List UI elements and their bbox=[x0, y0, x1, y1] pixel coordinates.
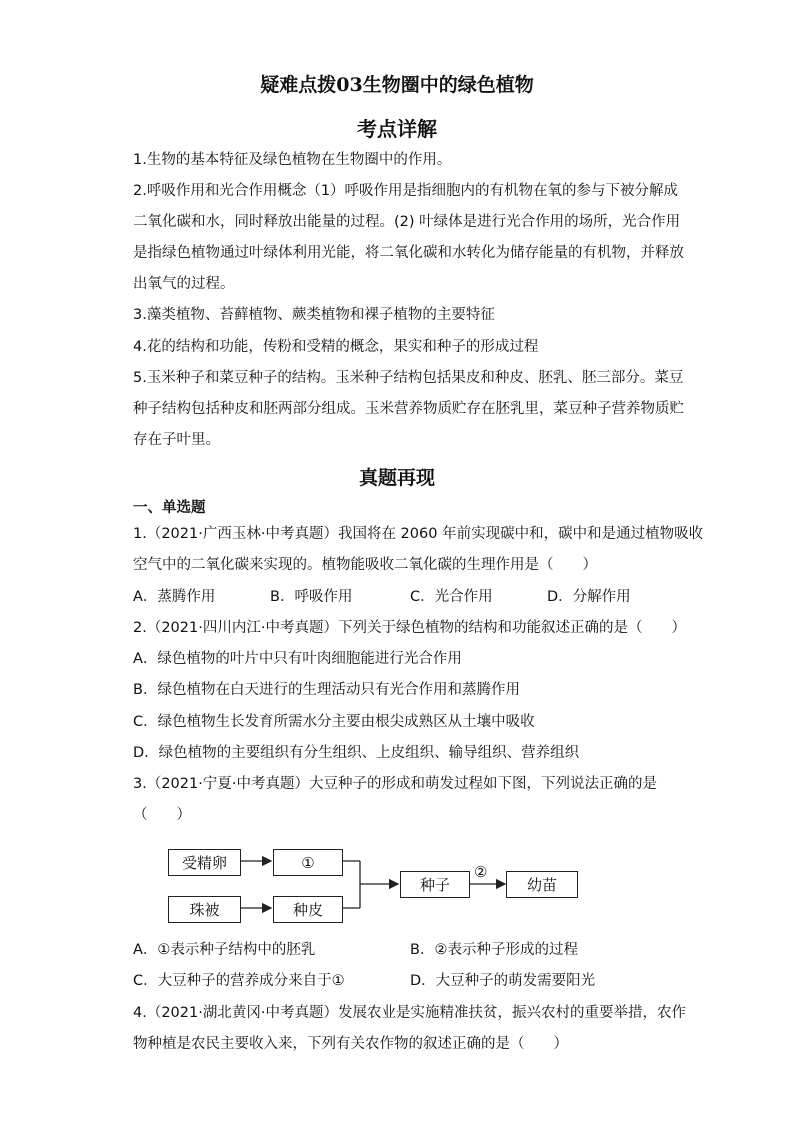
question-3-stem: （ ） bbox=[133, 807, 191, 823]
question-2-stem: 2.（2021·四川内江·中考真题）下列关于绿色植物的结构和功能叙述正确的是（ ） bbox=[133, 620, 686, 636]
point-line: 5.玉米种子和菜豆种子的结构。玉米种子结构包括果皮和种皮、胚乳、胚三部分。菜豆 bbox=[133, 370, 684, 386]
point-line: 2.呼吸作用和光合作用概念（1）呼吸作用是指细胞内的有机物在氧的参与下被分解成 bbox=[133, 183, 679, 199]
question-3-option-a: A．①表示种子结构中的胚乳 bbox=[133, 942, 316, 958]
diagram-box-ovule-coat: 珠被 bbox=[168, 896, 241, 923]
point-line: 1.生物的基本特征及绿色植物在生物圈中的作用。 bbox=[133, 152, 452, 168]
question-2-option-c: C．绿色植物生长发育所需水分主要由根尖成熟区从土壤中吸收 bbox=[133, 714, 535, 730]
question-2-option-d: D．绿色植物的主要组织有分生组织、上皮组织、输导组织、营养组织 bbox=[133, 745, 580, 761]
point-line: 种子结构包括种皮和胚两部分组成。玉米营养物质贮存在胚乳里，菜豆种子营养物质贮 bbox=[133, 401, 684, 417]
point-line: 存在子叶里。 bbox=[133, 432, 220, 448]
question-4-stem: 物种植是农民主要收入来，下列有关农作物的叙述正确的是（ ） bbox=[133, 1036, 568, 1052]
diagram-box-seed: 种子 bbox=[400, 871, 470, 898]
question-1-option-d: D．分解作用 bbox=[547, 589, 631, 605]
diagram-box-1: ① bbox=[273, 849, 343, 876]
subsection-title: 一、单选题 bbox=[133, 500, 206, 516]
document-title: 疑难点拨03生物圈中的绿色植物 bbox=[260, 74, 534, 96]
diagram-arrow-label-2: ② bbox=[474, 863, 488, 881]
question-1-stem: 1.（2021·广西玉林·中考真题）我国将在 2060 年前实现碳中和，碳中和是通过植物吸收 bbox=[133, 526, 704, 542]
question-3-option-d: D．大豆种子的萌发需要阳光 bbox=[410, 973, 596, 989]
question-1-stem: 空气中的二氧化碳来实现的。植物能吸收二氧化碳的生理作用是（ ） bbox=[133, 557, 597, 573]
question-1-option-b: B．呼吸作用 bbox=[270, 589, 353, 605]
question-3-option-b: B．②表示种子形成的过程 bbox=[410, 942, 578, 958]
question-4-stem: 4.（2021·湖北黄冈·中考真题）发展农业是实施精准扶贫，振兴农村的重要举措，农作 bbox=[133, 1005, 686, 1021]
point-line: 是指绿色植物通过叶绿体利用光能，将二氧化碳和水转化为储存能量的有机物，并释放 bbox=[133, 245, 684, 261]
section-title-key-points: 考点详解 bbox=[357, 117, 437, 141]
question-1-option-a: A．蒸腾作用 bbox=[133, 589, 216, 605]
question-2-option-a: A．绿色植物的叶片中只有叶肉细胞能进行光合作用 bbox=[133, 651, 462, 667]
diagram-box-fertilized-egg: 受精卵 bbox=[168, 849, 241, 876]
question-3-stem: 3.（2021·宁夏·中考真题）大豆种子的形成和萌发过程如下图，下列说法正确的是 bbox=[133, 776, 657, 792]
question-3-option-c: C．大豆种子的营养成分来自于① bbox=[133, 973, 345, 989]
question-1-option-c: C．光合作用 bbox=[410, 589, 493, 605]
section-title-past-exams: 真题再现 bbox=[358, 467, 435, 489]
point-line: 二氧化碳和水，同时释放出能量的过程。(2) 叶绿体是进行光合作用的场所，光合作用 bbox=[133, 214, 681, 230]
point-line: 4.花的结构和功能，传粉和受精的概念，果实和种子的形成过程 bbox=[133, 339, 539, 355]
point-line: 出氧气的过程。 bbox=[133, 276, 235, 292]
question-2-option-b: B．绿色植物在白天进行的生理活动只有光合作用和蒸腾作用 bbox=[133, 682, 520, 698]
point-line: 3.藻类植物、苔藓植物、蕨类植物和裸子植物的主要特征 bbox=[133, 307, 495, 323]
diagram-box-seedling: 幼苗 bbox=[506, 871, 578, 898]
diagram-box-seed-coat: 种皮 bbox=[273, 896, 343, 923]
